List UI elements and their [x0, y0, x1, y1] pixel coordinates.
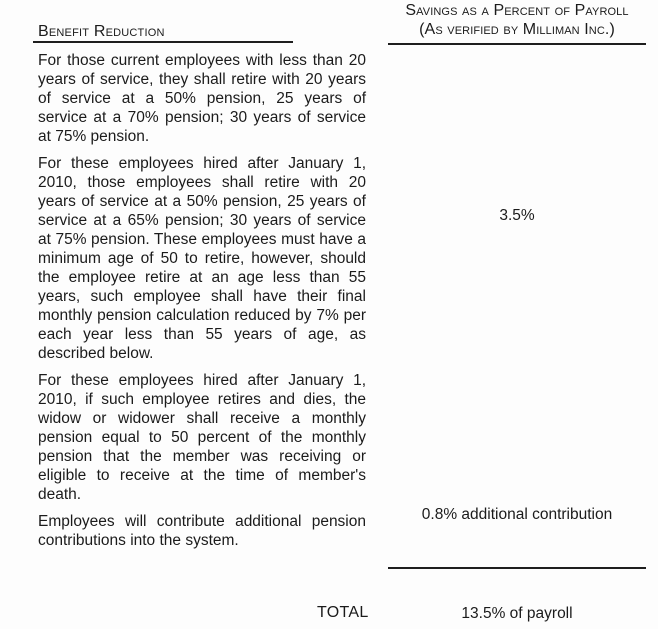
- benefit-paragraph-4: Employees will contribute additional pension contributions into the system.: [38, 513, 366, 549]
- benefit-reduction-column: [38, 51, 366, 558]
- benefit-paragraph-3: For these employees hired after January 1, 2010, if such employee retires and dies, the widow or widower shall receive a monthly pension equal to 50 percent of the monthly pension that the member was receiving or eligible to receive at the time of member's death.: [38, 372, 366, 503]
- savings-value-pension-changes: 3.5%: [499, 207, 535, 224]
- savings-header-line1: Savings as a Percent of Payroll: [405, 2, 629, 19]
- total-label: TOTAL: [317, 604, 369, 621]
- benefit-reduction-header: Benefit Reduction: [38, 23, 165, 40]
- right-header-rule: [388, 43, 646, 45]
- savings-header: [388, 2, 646, 39]
- savings-header-line2: (As verified by Milliman Inc.): [419, 20, 615, 38]
- benefit-paragraph-1: For those current employees with less than 20 years of service, they shall retire with 20 years of service at a 50% pension, 25 years of service at a 70% pension; 30 years of service at 75% pension.: [38, 52, 366, 145]
- savings-value-additional-contribution: 0.8% additional contribution: [421, 506, 613, 523]
- savings-total-rule: [388, 567, 646, 569]
- total-value: 13.5% of payroll: [461, 605, 573, 622]
- benefit-paragraph-2: For these employees hired after January 1, 2010, those employees shall retire with 20 years of service at a 50% pension, 25 years of service at a 65% pension; 30 years of service at 75% pension. These employees must have a minimum age of 50 to retire, however, should the employee retire at an age less than 55 years, such employee shall have their final monthly pension calculation reduced by 7% per each year less than 55 years of age, as described below.: [38, 155, 366, 362]
- left-header-rule: [33, 41, 293, 43]
